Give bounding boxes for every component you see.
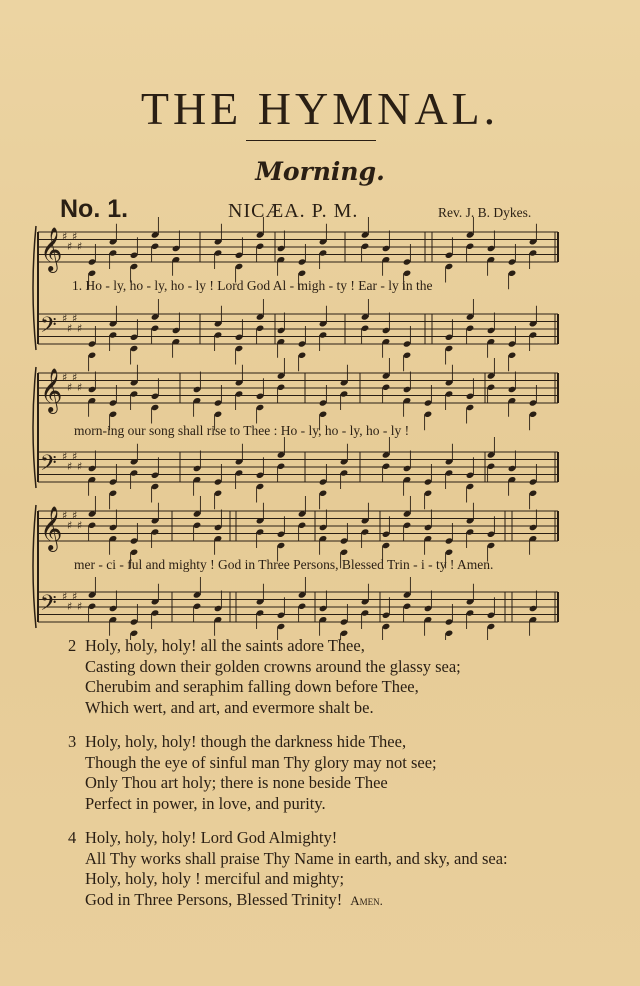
verse-number: 3 [68, 732, 77, 751]
sharp-icon: ♯ [77, 519, 83, 532]
verse-line: Holy, holy, holy! though the darkness hide Thee, [85, 732, 407, 751]
sharp-icon: ♯ [62, 590, 68, 603]
sharp-icon: ♯ [72, 230, 78, 243]
verse-line: Which wert, and art, and evermore shalt be. [85, 697, 374, 717]
verse-4 [68, 828, 588, 911]
sharp-icon: ♯ [67, 322, 73, 335]
clef-icon: 𝄢 [40, 591, 57, 621]
verse-2 [68, 636, 588, 718]
lyrics-line-2: morn-ing our song shall rise to Thee : Ho - ly, ho - ly, ho - ly ! [74, 423, 410, 438]
verse-line: Holy, holy, holy! all the saints adore Thee, [85, 636, 365, 655]
hymn-number: No. 1. [60, 195, 129, 223]
verse-line: Perfect in power, in love, and purity. [85, 793, 326, 813]
sharp-icon: ♯ [72, 450, 78, 463]
sharp-icon: ♯ [62, 450, 68, 463]
verse-number: 4 [68, 828, 77, 847]
verse-line: Though the eye of sinful man Thy glory may not see; [85, 752, 437, 772]
verse-3 [68, 732, 588, 814]
sharp-icon: ♯ [77, 240, 83, 253]
verses [68, 636, 588, 925]
sharp-icon: ♯ [77, 381, 83, 394]
sharp-icon: ♯ [77, 460, 83, 473]
verse-line: Holy, holy, holy! Lord God Almighty! [85, 828, 338, 847]
sharp-icon: ♯ [62, 312, 68, 325]
verse-line: God in Three Persons, Blessed Trinity! [85, 889, 343, 909]
verse-line: Cherubim and seraphim falling down before Thee, [85, 677, 419, 696]
clef-icon: 𝄞 [40, 227, 63, 271]
sharp-icon: ♯ [77, 600, 83, 613]
sharp-icon: ♯ [67, 240, 73, 253]
composer: Rev. J. B. Dykes. [438, 205, 532, 220]
verse-number: 2 [68, 636, 77, 655]
sharp-icon: ♯ [67, 600, 73, 613]
sharp-icon: ♯ [72, 590, 78, 603]
sharp-icon: ♯ [62, 371, 68, 384]
clef-icon: 𝄞 [40, 368, 63, 412]
clef-icon: 𝄢 [40, 451, 57, 481]
sharp-icon: ♯ [67, 519, 73, 532]
system-brace [33, 505, 36, 628]
page-title: THE HYMNAL. [140, 83, 500, 134]
verse-line: Holy, holy, holy ! merciful and mighty; [85, 869, 345, 888]
sharp-icon: ♯ [62, 230, 68, 243]
tune-name: NICÆA. P. M. [228, 200, 359, 222]
sharp-icon: ♯ [72, 371, 78, 384]
sharp-icon: ♯ [72, 312, 78, 325]
section-heading: Morning. [255, 157, 385, 186]
verse-line: Casting down their golden crowns around the glassy sea; [85, 656, 461, 676]
sharp-icon: ♯ [67, 381, 73, 394]
verse-line: All Thy works shall praise Thy Name in earth, and sky, and sea: [85, 848, 508, 868]
sharp-icon: ♯ [77, 322, 83, 335]
lyrics-line-3: mer - ci - ful and mighty ! God in Three Persons, Blessed Trin - i - ty ! Amen. [74, 557, 494, 572]
clef-icon: 𝄢 [40, 313, 57, 343]
amen-label: Amen. [350, 892, 383, 908]
system-brace [33, 226, 36, 350]
sharp-icon: ♯ [67, 460, 73, 473]
clef-icon: 𝄞 [40, 506, 63, 550]
sharp-icon: ♯ [72, 509, 78, 522]
system-brace [33, 367, 36, 488]
sharp-icon: ♯ [62, 509, 68, 522]
verse-line: Only Thou art holy; there is none beside Thee [85, 773, 388, 792]
lyrics-line-1: 1. Ho - ly, ho - ly, ho - ly ! Lord God Al - migh - ty ! Ear - ly in the [72, 278, 433, 293]
